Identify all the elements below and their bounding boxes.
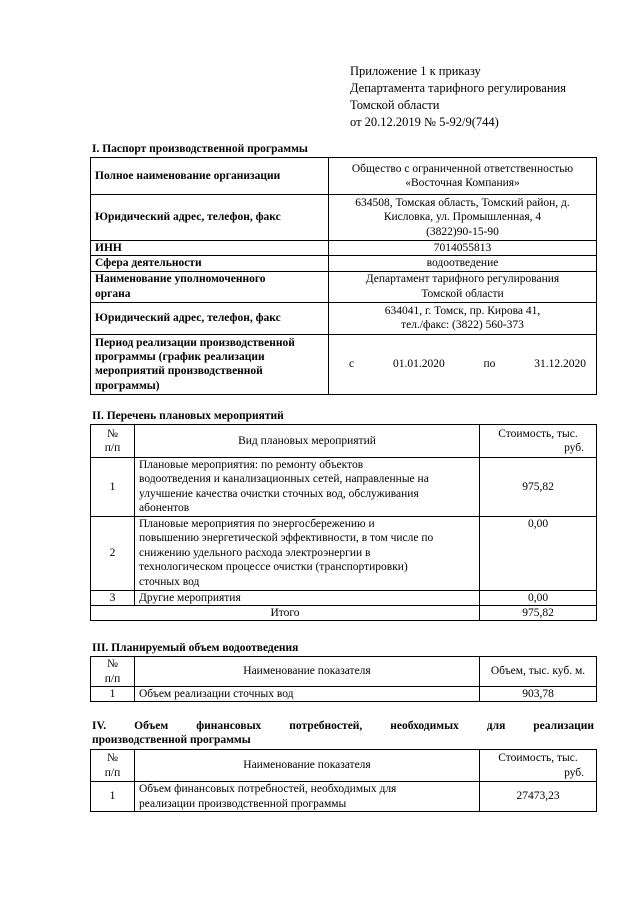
header-num [91, 750, 135, 782]
row-name [135, 782, 480, 812]
header-name: Наименование показателя [135, 750, 480, 782]
org-name-label: Полное наименование организации [91, 158, 329, 195]
section-4-title-line-1 [92, 719, 594, 733]
header-num [91, 425, 135, 458]
table-row [91, 516, 597, 590]
authority-line: Департамент тарифного регулирования [365, 273, 560, 286]
authority-label-line: Наименование уполномоченного [95, 273, 266, 286]
table-row [91, 334, 597, 394]
row-cost: 0,00 [480, 516, 597, 590]
row-kind-line: сточных вод [139, 575, 200, 588]
volume-table [90, 656, 597, 702]
row-kind-line: абонентов [139, 502, 190, 515]
row-kind-line: улучшение качества очистки сточных вод, обслуживания [139, 487, 419, 500]
authority-label-line: органа [95, 287, 131, 300]
table-header-row [91, 425, 597, 458]
total-label: Итого [91, 605, 480, 620]
row-name-line: Объем финансовых потребностей, необходимых для [139, 783, 397, 796]
table-header-row [91, 750, 597, 782]
financial-table [90, 749, 597, 812]
appendix-line-4: от 20.12.2019 № 5-92/9(744) [350, 115, 499, 129]
title-word: необходимых [390, 720, 459, 732]
section-3-title: III. Планируемый объем водоотведения [92, 642, 299, 654]
table-row [91, 241, 597, 256]
appendix-line-1: Приложение 1 к приказу [350, 64, 481, 78]
section-2-title: II. Перечень плановых мероприятий [92, 410, 284, 422]
row-kind-line: Плановые мероприятия: по ремонту объектов [139, 459, 364, 471]
address-label: Юридический адрес, телефон, факс [91, 195, 329, 241]
table-row [91, 158, 597, 195]
header-cost [480, 750, 597, 782]
row-cost: 975,82 [480, 458, 597, 517]
period-label [91, 334, 329, 394]
org-name-line: Общество с ограниченной ответственностью [351, 162, 574, 175]
appendix-line-3: Томской области [350, 98, 440, 112]
period-label-line: мероприятий производственной [95, 365, 263, 378]
address-line: (3822)90-15-90 [426, 225, 499, 238]
table-total-row [91, 605, 597, 620]
title-word: IV. [92, 720, 107, 732]
row-num: 1 [91, 687, 135, 702]
period-value [329, 334, 597, 394]
period-label-line: программы) [95, 379, 160, 392]
auth-address-value [329, 302, 597, 334]
address-value [329, 195, 597, 241]
header-num-line: п/п [104, 766, 121, 779]
planned-measures-table [90, 424, 597, 621]
table-row [91, 256, 597, 271]
period-from-word: с [349, 358, 355, 371]
row-num: 2 [91, 516, 135, 590]
address-line: 634508, Томская область, Томский район, д. [355, 196, 570, 209]
org-name-line: «Восточная Компания» [405, 177, 520, 189]
header-cost-line: Стоимость, тыс. [498, 427, 578, 440]
header-cost-line: руб. [564, 766, 584, 779]
title-word: потребностей, [289, 720, 363, 732]
title-word: реализации [533, 720, 594, 732]
sphere-label: Сфера деятельности [91, 256, 329, 271]
appendix-header [350, 63, 566, 131]
row-kind-line: технологическом процессе очистки (транспортировки) [139, 561, 408, 574]
header-num-line: п/п [104, 672, 121, 685]
period-to-word: по [483, 358, 496, 371]
section-4-title-line-2: производственной программы [92, 734, 251, 746]
authority-value [329, 271, 597, 302]
table-row [91, 687, 597, 702]
period-label-line: Период реализации производственной [95, 336, 295, 349]
sphere-value: водоотведение [329, 256, 597, 271]
row-kind [135, 516, 480, 590]
header-cost-line: руб. [564, 442, 584, 454]
header-num-line: № [107, 658, 118, 671]
title-word: финансовых [196, 720, 262, 732]
period-label-line: программы (график реализации [95, 350, 265, 363]
header-num-line: п/п [104, 442, 121, 454]
table-row [91, 590, 597, 605]
table-row [91, 271, 597, 302]
section-4-title [92, 719, 594, 747]
period-to-date: 31.12.2020 [534, 358, 586, 371]
row-kind-line: снижению удельного расхода электроэнергии в [139, 546, 371, 559]
header-kind: Вид плановых мероприятий [135, 425, 480, 458]
header-num-line: № [107, 427, 118, 440]
table-row [91, 302, 597, 334]
row-name: Объем реализации сточных вод [135, 687, 480, 702]
header-cost-line: Стоимость, тыс. [498, 752, 578, 765]
header-volume: Объем, тыс. куб. м. [480, 657, 597, 687]
inn-value: 7014055813 [329, 241, 597, 256]
row-value: 903,78 [480, 687, 597, 702]
authority-label [91, 271, 329, 302]
authority-line: Томской области [421, 287, 504, 300]
inn-label: ИНН [91, 241, 329, 256]
row-num: 1 [91, 458, 135, 517]
header-name: Наименование показателя [135, 657, 480, 687]
row-cost: 0,00 [480, 590, 597, 605]
row-num: 3 [91, 590, 135, 605]
title-word: для [486, 720, 506, 732]
address-line: Кисловка, ул. Промышленная, 4 [383, 211, 542, 224]
header-num-line: № [107, 752, 118, 765]
table-row [91, 195, 597, 241]
auth-address-label: Юридический адрес, телефон, факс [91, 302, 329, 334]
total-value: 975,82 [480, 605, 597, 620]
org-name-value [329, 158, 597, 195]
row-kind-line: Плановые мероприятия по энергосбережению и [139, 518, 375, 531]
table-row [91, 782, 597, 812]
row-kind-line: повышению энергетической эффективности, в том числе по [139, 532, 434, 545]
passport-table [90, 157, 597, 395]
row-kind: Другие мероприятия [135, 590, 480, 605]
header-cost [480, 425, 597, 458]
header-num [91, 657, 135, 687]
row-value: 27473,23 [480, 782, 597, 812]
row-num: 1 [91, 782, 135, 812]
title-word: Объем [134, 720, 169, 732]
table-row [91, 458, 597, 517]
auth-address-line: тел./факс: (3822) 560-373 [401, 319, 524, 332]
row-kind [135, 458, 480, 517]
row-kind-line: водоотведения и канализационных сетей, направленные на [139, 473, 429, 486]
auth-address-line: 634041, г. Томск, пр. Кирова 41, [384, 304, 541, 317]
row-name-line: реализации производственной программы [139, 797, 347, 810]
appendix-line-2: Департамента тарифного регулирования [350, 81, 566, 95]
period-from-date: 01.01.2020 [392, 358, 445, 371]
section-1-title: I. Паспорт производственной программы [92, 143, 308, 155]
table-header-row [91, 657, 597, 687]
